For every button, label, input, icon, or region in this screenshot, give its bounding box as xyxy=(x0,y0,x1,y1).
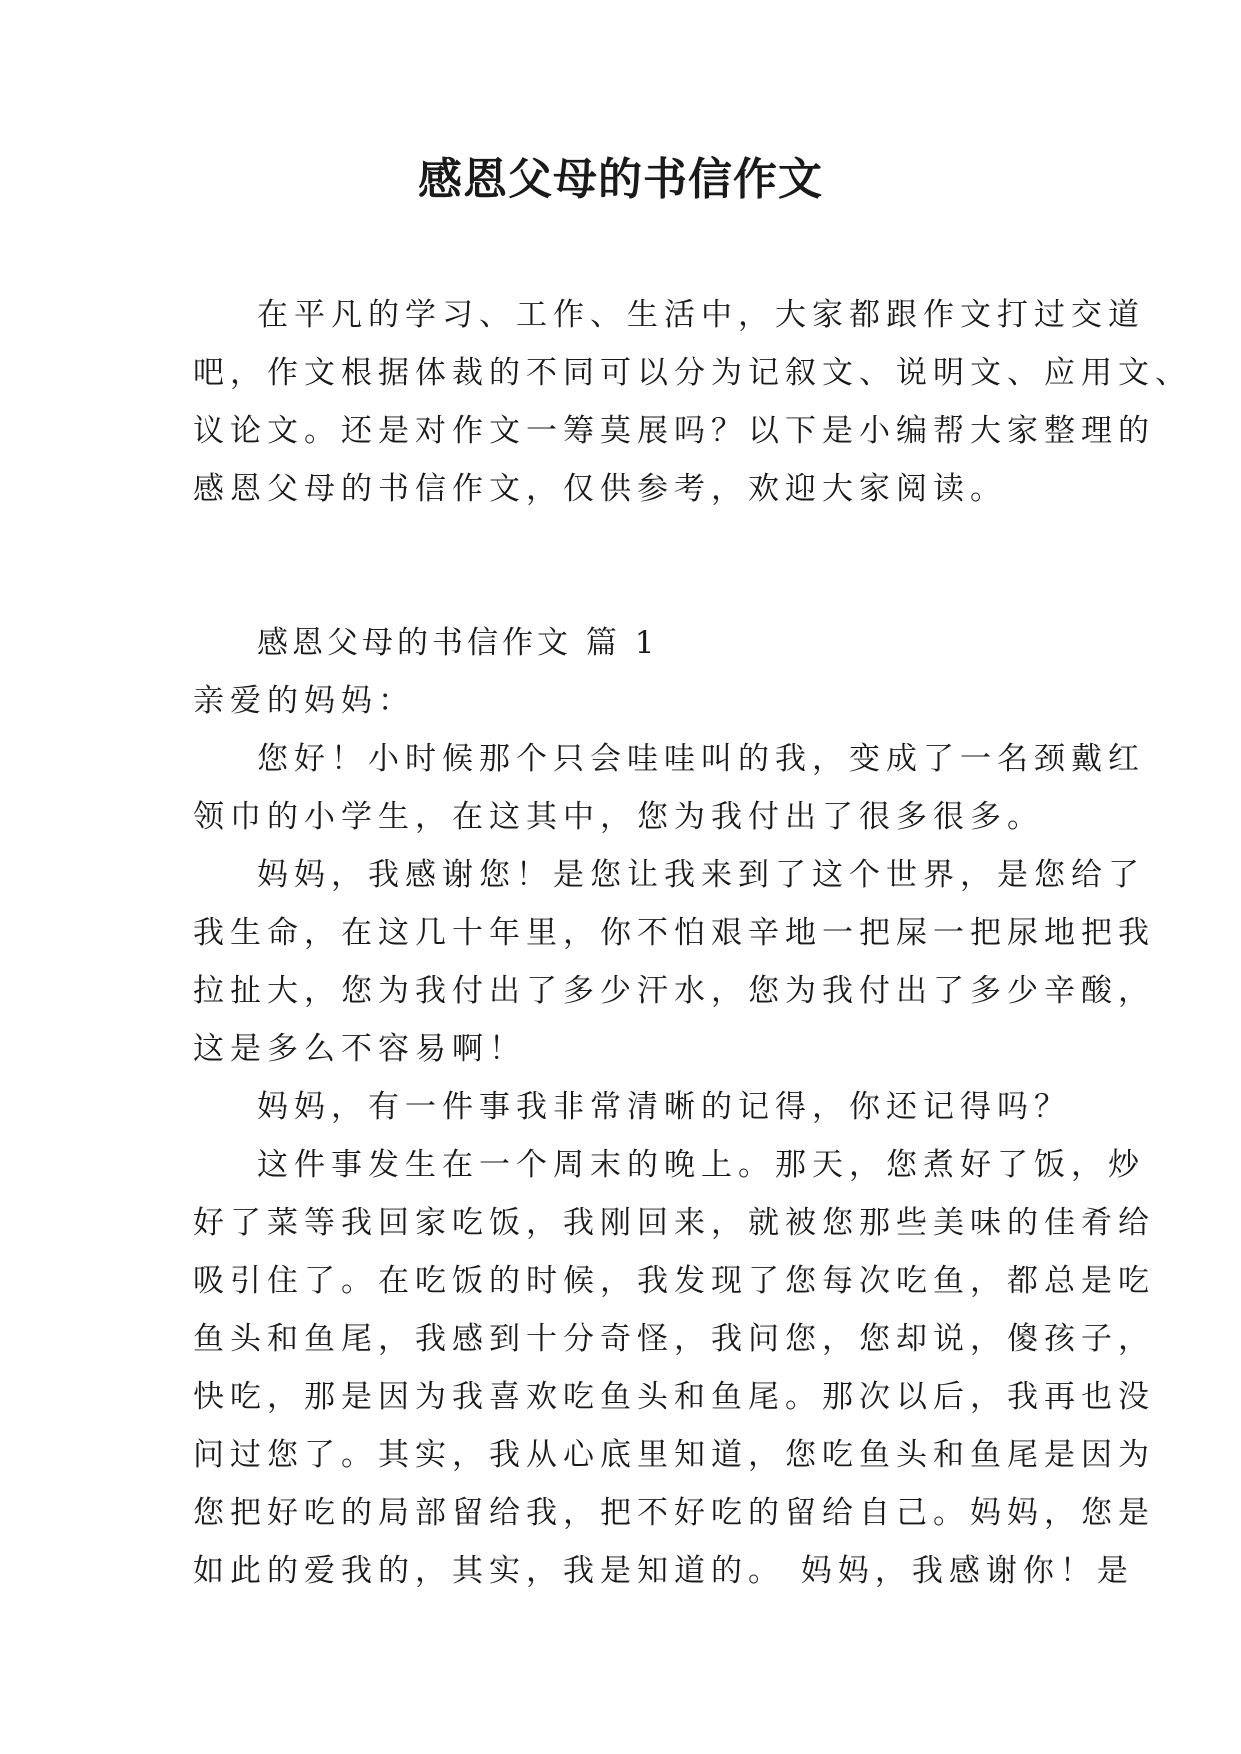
paragraph-line: 我生命，在这几十年里，你不怕艰辛地一把屎一把尿地把我 xyxy=(193,915,1155,951)
paragraph-line: 您好！小时候那个只会哇哇叫的我，变成了一名颈戴红 xyxy=(257,741,1145,777)
paragraph-line: 这件事发生在一个周末的晚上。那天，您煮好了饭，炒 xyxy=(257,1147,1145,1183)
intro-line: 吧，作文根据体裁的不同可以分为记叙文、说明文、应用文、 xyxy=(193,355,1192,391)
paragraph-line: 领巾的小学生，在这其中，您为我付出了很多很多。 xyxy=(193,799,1044,835)
paragraph-line: 您把好吃的局部留给我，把不好吃的留给自己。妈妈，您是 xyxy=(193,1495,1155,1531)
spacer xyxy=(193,518,1061,614)
paragraph-line: 妈妈，我感谢您！是您让我来到了这个世界，是您给了 xyxy=(257,857,1145,893)
section-heading: 感恩父母的书信作文 篇 1 xyxy=(257,625,659,661)
salutation: 亲爱的妈妈： xyxy=(193,683,415,719)
paragraph-line: 如此的爱我的，其实，我是知道的。 妈妈，我感谢你！是 xyxy=(193,1553,1134,1589)
document-body xyxy=(193,286,1192,1600)
paragraph-line: 妈妈，有一件事我非常清晰的记得，你还记得吗？ xyxy=(257,1089,1071,1125)
paragraph-line: 问过您了。其实，我从心底里知道，您吃鱼头和鱼尾是因为 xyxy=(193,1437,1155,1473)
paragraph-line: 好了菜等我回家吃饭，我刚回来，就被您那些美味的佳肴给 xyxy=(193,1205,1155,1241)
paragraph-line: 快吃，那是因为我喜欢吃鱼头和鱼尾。那次以后，我再也没 xyxy=(193,1379,1155,1415)
paragraph-line: 鱼头和鱼尾，我感到十分奇怪，我问您，您却说，傻孩子， xyxy=(193,1321,1155,1357)
paragraph-line: 吸引住了。在吃饭的时候，我发现了您每次吃鱼，都总是吃 xyxy=(193,1263,1155,1299)
intro-line: 在平凡的学习、工作、生活中，大家都跟作文打过交道 xyxy=(257,297,1145,333)
paragraph-line: 这是多么不容易啊！ xyxy=(193,1031,526,1067)
intro-line: 议论文。还是对作文一筹莫展吗？以下是小编帮大家整理的 xyxy=(193,413,1155,449)
intro-line: 感恩父母的书信作文，仅供参考，欢迎大家阅读。 xyxy=(193,471,1007,507)
document-title: 感恩父母的书信作文 xyxy=(418,154,823,205)
paragraph-line: 拉扯大，您为我付出了多少汗水，您为我付出了多少辛酸， xyxy=(193,973,1155,1009)
